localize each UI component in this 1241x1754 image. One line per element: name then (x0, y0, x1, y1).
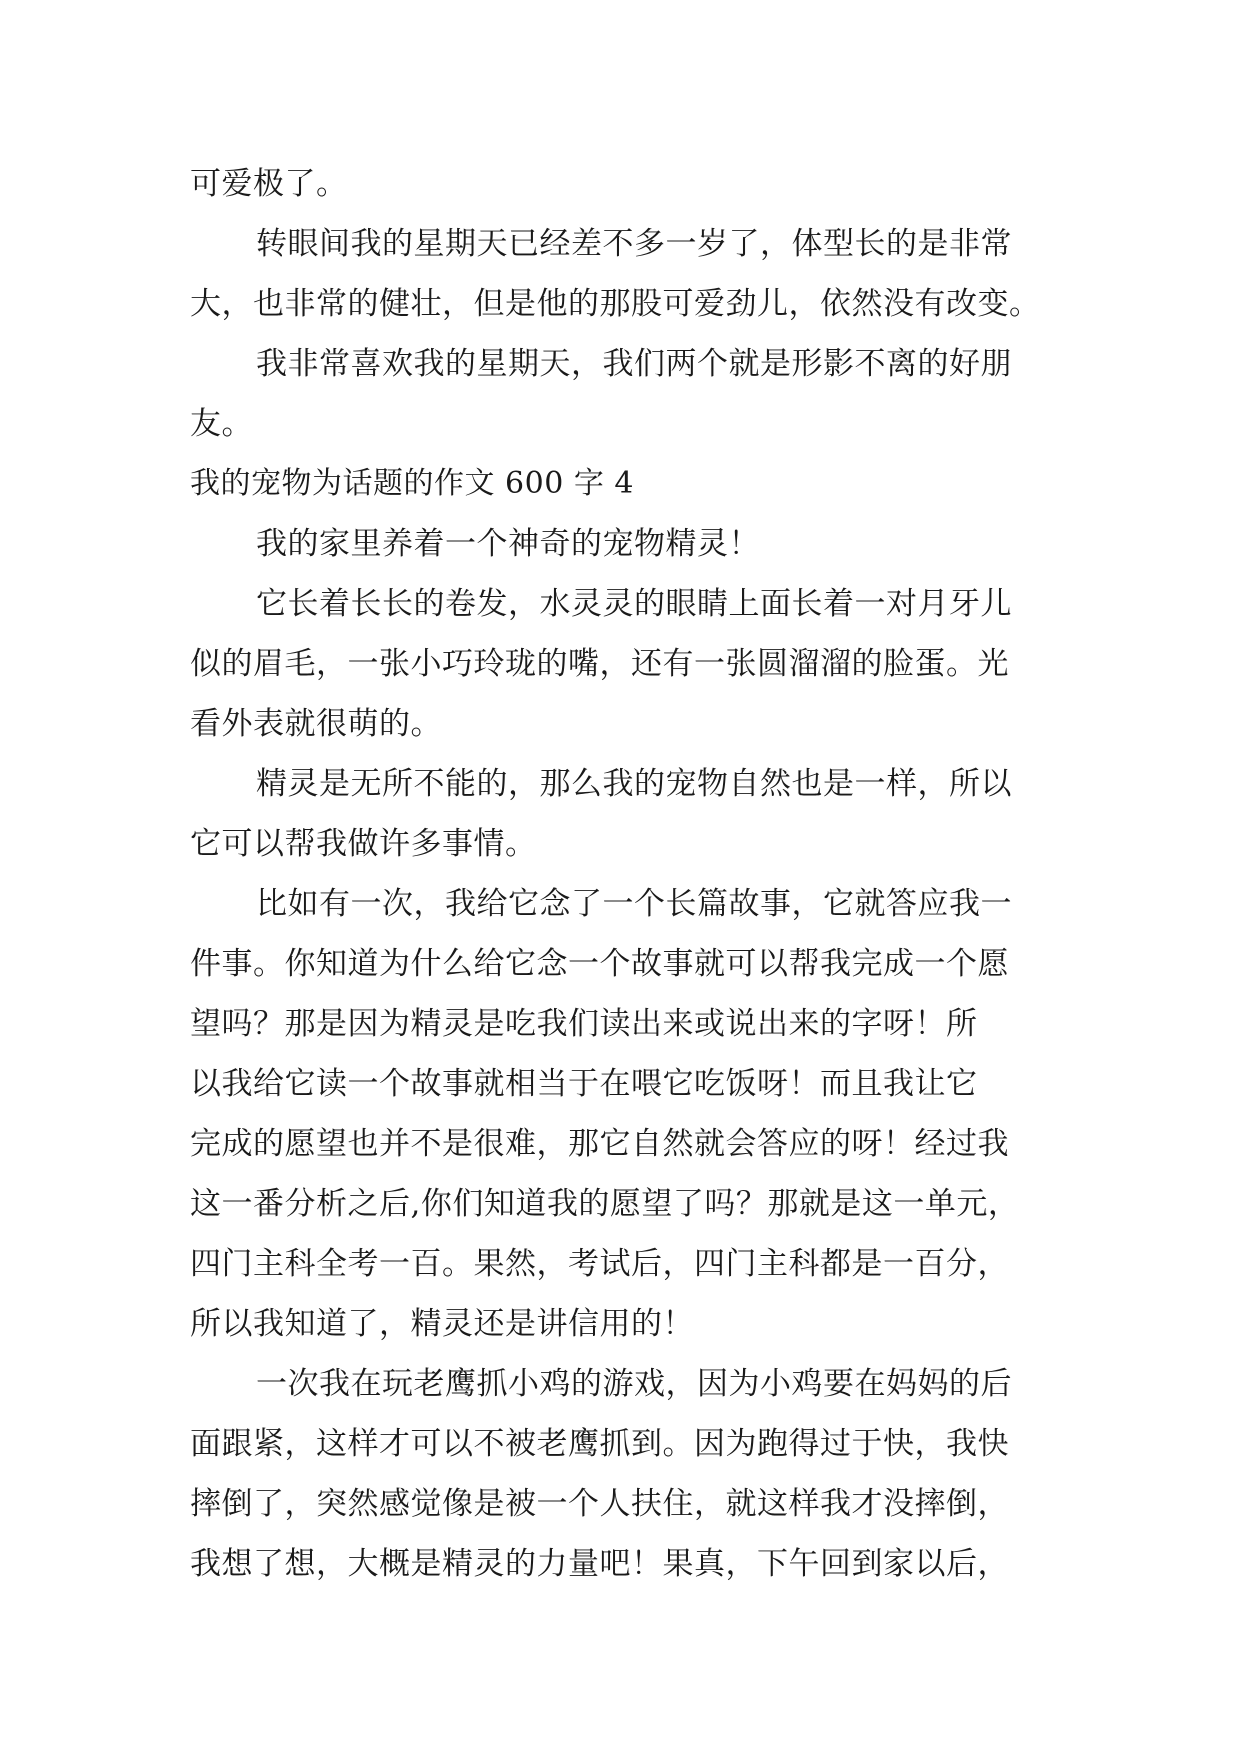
text-line (0, 644, 1241, 684)
text-line (0, 164, 1241, 204)
text-line (0, 1484, 1241, 1524)
paragraph-continuation: 完成的愿望也并不是很难，那它自然就会答应的呀！经过我 (190, 1126, 1009, 1162)
paragraph-continuation: 这一番分析之后,你们知道我的愿望了吗？那就是这一单元， (190, 1186, 1020, 1222)
text-line (0, 284, 1241, 324)
text-line (0, 704, 1241, 744)
paragraph-continuation: 望吗？那是因为精灵是吃我们读出来或说出来的字呀！所 (190, 1006, 978, 1042)
paragraph-start: 精灵是无所不能的，那么我的宠物自然也是一样，所以 (256, 766, 1012, 802)
paragraph-start: 它长着长长的卷发，水灵灵的眼睛上面长着一对月牙儿 (256, 586, 1012, 622)
text-line (0, 764, 1241, 804)
text-line (0, 524, 1241, 564)
text-line (0, 1184, 1241, 1224)
paragraph-continuation: 大，也非常的健壮，但是他的那股可爱劲儿，依然没有改变。 (190, 286, 1041, 322)
paragraph-continuation: 件事。你知道为什么给它念一个故事就可以帮我完成一个愿 (190, 946, 1009, 982)
paragraph-continuation: 可爱极了。 (190, 166, 348, 202)
text-line (0, 1244, 1241, 1284)
paragraph-continuation: 我想了想，大概是精灵的力量吧！果真，下午回到家以后， (190, 1546, 1009, 1582)
text-line (0, 1124, 1241, 1164)
text-line (0, 1424, 1241, 1464)
paragraph-continuation: 友。 (190, 406, 253, 442)
paragraph-continuation: 面跟紧，这样才可以不被老鹰抓到。因为跑得过于快，我快 (190, 1426, 1009, 1462)
text-line (0, 584, 1241, 624)
text-line (0, 884, 1241, 924)
paragraph-continuation: 摔倒了，突然感觉像是被一个人扶住，就这样我才没摔倒， (190, 1486, 1009, 1522)
text-line (0, 344, 1241, 384)
paragraph-start: 我非常喜欢我的星期天，我们两个就是形影不离的好朋 (256, 346, 1012, 382)
section-heading: 我的宠物为话题的作文 600 字 4 (190, 466, 634, 501)
paragraph-start: 一次我在玩老鹰抓小鸡的游戏，因为小鸡要在妈妈的后 (256, 1366, 1012, 1402)
text-line (0, 224, 1241, 264)
paragraph-continuation: 它可以帮我做许多事情。 (190, 826, 537, 862)
text-line (0, 1364, 1241, 1404)
paragraph-continuation: 看外表就很萌的。 (190, 706, 442, 742)
text-line (0, 1544, 1241, 1584)
paragraph-start: 我的家里养着一个神奇的宠物精灵！ (256, 526, 760, 562)
text-line (0, 824, 1241, 864)
paragraph-start: 比如有一次，我给它念了一个长篇故事，它就答应我一 (256, 886, 1012, 922)
paragraph-start: 转眼间我的星期天已经差不多一岁了，体型长的是非常 (256, 226, 1012, 262)
paragraph-continuation: 所以我知道了，精灵还是讲信用的！ (190, 1306, 694, 1342)
paragraph-continuation: 四门主科全考一百。果然，考试后，四门主科都是一百分， (190, 1246, 1009, 1282)
section-heading-line (0, 464, 1241, 504)
paragraph-continuation: 以我给它读一个故事就相当于在喂它吃饭呀！而且我让它 (190, 1066, 978, 1102)
paragraph-continuation: 似的眉毛，一张小巧玲珑的嘴，还有一张圆溜溜的脸蛋。光 (190, 646, 1009, 682)
text-line (0, 404, 1241, 444)
text-line (0, 944, 1241, 984)
text-line (0, 1304, 1241, 1344)
text-line (0, 1064, 1241, 1104)
text-line (0, 1004, 1241, 1044)
